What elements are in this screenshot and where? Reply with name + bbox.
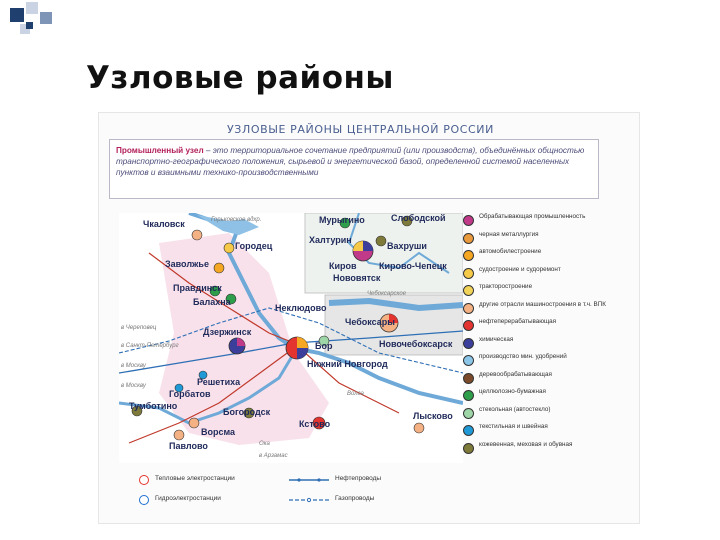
legend-swatch-icon — [463, 320, 474, 331]
legend-swatch-icon — [463, 443, 474, 454]
river-label-volga: Волга — [347, 391, 364, 397]
city-label: Халтурин — [309, 235, 352, 245]
node-vakhrushi — [376, 236, 386, 246]
hydro-station-icon — [139, 495, 149, 505]
node-nizhny — [297, 348, 308, 359]
legend-label: целлюлозно-бумажная — [479, 388, 546, 395]
city-label: Тумботино — [129, 401, 178, 411]
legend-item — [463, 353, 623, 371]
node-nizhny — [297, 337, 308, 348]
legend-item — [463, 266, 623, 284]
city-label: Решетиха — [197, 377, 241, 387]
legend-label: черная металлургия — [479, 230, 539, 238]
legend-label: деревообрабатывающая — [479, 370, 552, 378]
arrow-label: в Арзамас — [259, 453, 288, 459]
gas-pipeline-label: Газопроводы — [335, 495, 375, 502]
legend-label: Обрабатывающая промышленность — [479, 213, 586, 220]
legend-item — [463, 301, 623, 319]
river-label-oka: Ока — [259, 441, 270, 447]
legend-swatch-icon — [463, 390, 474, 401]
hydro-station-label: Гидроэлектростанции — [155, 495, 221, 502]
legend-swatch-icon — [463, 268, 474, 279]
slide-title: Узловые районы — [86, 60, 394, 96]
legend-item — [463, 441, 623, 459]
map-heading: УЗЛОВЫЕ РАЙОНЫ ЦЕНТРАЛЬНОЙ РОССИИ — [227, 123, 494, 136]
city-label: Лысково — [413, 411, 453, 421]
legend-item — [463, 388, 623, 406]
legend-item — [463, 336, 623, 354]
legend-label: тракторостроение — [479, 283, 533, 290]
arrow-label: в Череповец — [121, 325, 157, 331]
kirov-inset — [305, 213, 463, 293]
decor-square — [40, 12, 52, 24]
node-zavolzhye — [214, 263, 224, 273]
city-label: Дзержинск — [203, 327, 252, 337]
legend-label: судостроение и судоремонт — [479, 265, 561, 273]
inset-label-gorky: Горьковское вдхр. — [211, 217, 262, 223]
map-image — [98, 112, 640, 524]
oil-pipeline-label: Нефтепроводы — [335, 475, 382, 482]
arrow-label: в Москву — [121, 383, 146, 389]
city-label: Киров — [329, 261, 357, 271]
city-label: Слободской — [391, 213, 446, 223]
city-label: Горбатов — [169, 389, 211, 399]
city-label: Балахна — [193, 297, 231, 307]
thermal-station-icon — [139, 475, 149, 485]
node-vorsma — [189, 418, 199, 428]
legend-label: кожевенная, меховая и обувная — [479, 440, 573, 448]
legend-swatch-icon — [463, 215, 474, 226]
city-label: Городец — [235, 241, 273, 251]
legend-item — [463, 213, 623, 231]
decor-square — [26, 22, 33, 29]
definition-box — [109, 139, 599, 199]
city-label: Нижний Новгород — [307, 359, 388, 369]
definition-body: – это территориальное сочетание предприятий (или производств), объединённых общностью транспортно-географического положения, сырьевой и энергетической базой, определенной системой населенных пунктов и взаимными технико-производственными — [116, 146, 585, 177]
city-label: Мурыгино — [319, 215, 365, 225]
legend-item — [463, 371, 623, 389]
city-label: Нововятск — [333, 273, 381, 283]
legend-swatch-icon — [463, 250, 474, 261]
decor-square — [10, 8, 24, 22]
city-label: Кирово-Чепецк — [379, 261, 447, 271]
city-label: Богородск — [223, 407, 271, 417]
legend-swatch-icon — [463, 408, 474, 419]
city-label: Вахруши — [387, 241, 427, 251]
node-lyskovo — [414, 423, 424, 433]
legend-label: стекольная (автостекло) — [479, 405, 551, 413]
node-pavlovo — [174, 430, 184, 440]
node-gorodets — [224, 243, 234, 253]
legend-label: текстильная и швейная — [479, 423, 548, 430]
legend-swatch-icon — [463, 338, 474, 349]
oil-pipeline-symbol — [289, 476, 329, 484]
city-label: Кстово — [299, 419, 331, 429]
city-label: Чкаловск — [143, 219, 185, 229]
legend-item — [463, 283, 623, 301]
definition-term: Промышленный узел — [116, 146, 204, 155]
map-area — [119, 213, 463, 463]
legend-swatch-icon — [463, 373, 474, 384]
arrow-label: в Москву — [121, 363, 146, 369]
city-label: Бор — [315, 341, 333, 351]
legend-label: производство мин. удобрений — [479, 353, 567, 360]
definition-text — [116, 145, 594, 178]
legend-item — [463, 231, 623, 249]
city-label: Ворсма — [201, 427, 236, 437]
legend-swatch-icon — [463, 233, 474, 244]
city-label: Неклюдово — [275, 303, 327, 313]
thermal-station-label: Тепловые электростанции — [155, 475, 235, 482]
legend-item — [463, 318, 623, 336]
legend-item — [463, 423, 623, 441]
city-label: Новочебоксарск — [379, 339, 453, 349]
legend-label: автомобилестроение — [479, 248, 542, 255]
gas-pipeline-symbol — [289, 496, 329, 504]
node-chkalovsk — [192, 230, 202, 240]
decor-square — [26, 2, 38, 14]
legend-swatch-icon — [463, 285, 474, 296]
city-label: Чебоксары — [345, 317, 395, 327]
legend-label: химическая — [479, 335, 514, 343]
legend-swatch-icon — [463, 303, 474, 314]
arrow-label: в Санкт-Петербург — [121, 343, 179, 349]
inset-label-cheboksary: Чебоксарское — [367, 291, 407, 297]
legend-swatch-icon — [463, 355, 474, 366]
infrastructure-legend — [139, 469, 479, 513]
legend-label: другие отрасли машиностроения в т.ч. ВПК — [479, 300, 606, 308]
legend-label: нефтеперерабатывающая — [479, 318, 557, 325]
legend-item — [463, 406, 623, 424]
city-label: Павлово — [169, 441, 208, 451]
legend-item — [463, 248, 623, 266]
city-label: Правдинск — [173, 283, 222, 293]
city-label: Заволжье — [165, 259, 209, 269]
legend-swatch-icon — [463, 425, 474, 436]
